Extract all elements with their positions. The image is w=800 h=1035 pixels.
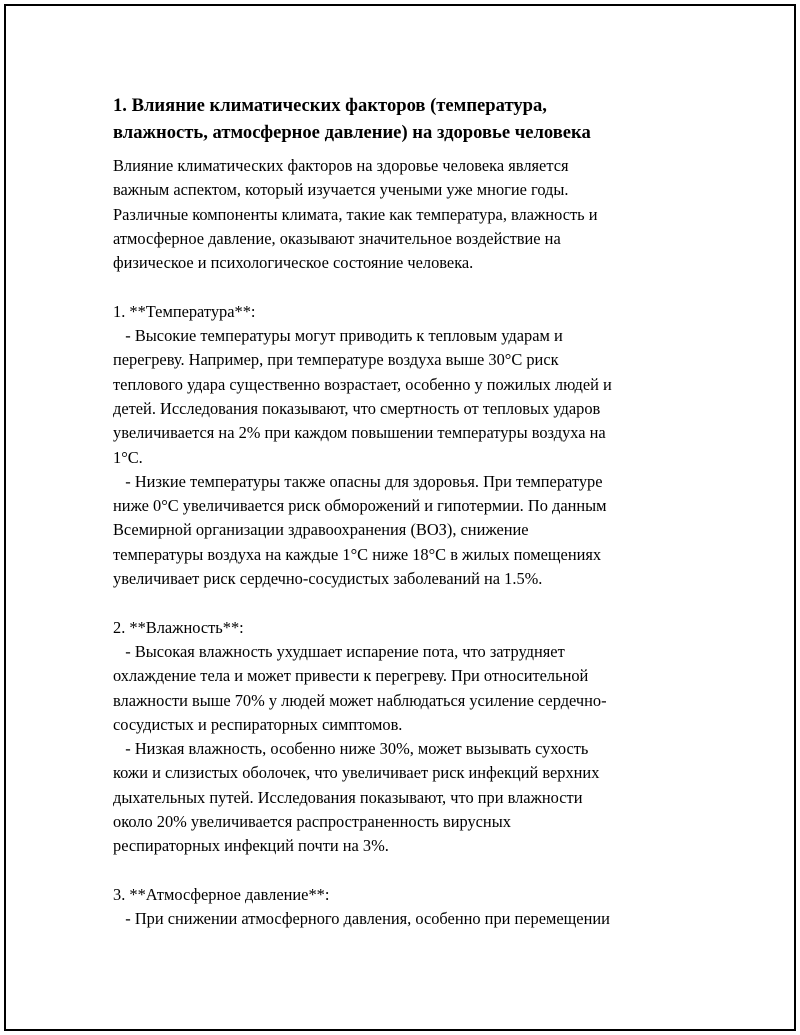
intro-paragraph xyxy=(113,154,691,275)
text-line: теплового удара существенно возрастает, особенно у пожилых людей и xyxy=(113,374,612,394)
section-heading: 2. **Влажность**: xyxy=(113,617,244,637)
text-line: - При снижении атмосферного давления, особенно при перемещении xyxy=(113,909,610,929)
section-heading: 1. **Температура**: xyxy=(113,301,256,321)
section-temperature xyxy=(113,300,691,592)
section-pressure xyxy=(113,883,691,932)
text-line: - Высокая влажность ухудшает испарение пота, что затрудняет xyxy=(113,641,565,661)
text-line: охлаждение тела и может привести к перегреву. При относительной xyxy=(113,666,589,686)
text-line: Различные компоненты климата, такие как температура, влажность и xyxy=(113,204,598,224)
text-line: сосудистых и респираторных симптомов. xyxy=(113,714,403,734)
text-line: 1°C. xyxy=(113,447,143,467)
text-line: перегреву. Например, при температуре воздуха выше 30°C риск xyxy=(113,350,559,370)
paragraph-gap xyxy=(113,591,691,615)
document-title: 1. Влияние климатических факторов (температура, влажность, атмосферное давление) на здоровье человека xyxy=(113,95,591,143)
text-line: ниже 0°C увеличивается риск обморожений и гипотермии. По данным xyxy=(113,496,607,516)
text-line: влажности выше 70% у людей может наблюдаться усиление сердечно- xyxy=(113,690,607,710)
text-line: важным аспектом, который изучается учеными уже многие годы. xyxy=(113,180,569,200)
paragraph-gap xyxy=(113,859,691,883)
text-line: респираторных инфекций почти на 3%. xyxy=(113,836,389,856)
text-line: - Низкая влажность, особенно ниже 30%, может вызывать сухость xyxy=(113,739,589,759)
text-line: - Высокие температуры могут приводить к тепловым ударам и xyxy=(113,326,563,346)
text-line: увеличивается на 2% при каждом повышении температуры воздуха на xyxy=(113,423,606,443)
text-line: детей. Исследования показывают, что смертность от тепловых ударов xyxy=(113,398,601,418)
text-line: дыхательных путей. Исследования показывают, что при влажности xyxy=(113,787,583,807)
text-line: Всемирной организации здравоохранения (ВОЗ), снижение xyxy=(113,520,529,540)
text-line: Влияние климатических факторов на здоровье человека является xyxy=(113,156,569,175)
paragraph-gap xyxy=(113,275,691,299)
text-line: кожи и слизистых оболочек, что увеличивает риск инфекций верхних xyxy=(113,763,600,783)
text-line: физическое и психологическое состояние человека. xyxy=(113,253,474,273)
text-line: около 20% увеличивается распространенность вирусных xyxy=(113,812,511,832)
section-humidity xyxy=(113,616,691,859)
text-line: атмосферное давление, оказывают значительное воздействие на xyxy=(113,228,561,248)
text-line: увеличивает риск сердечно-сосудистых заболеваний на 1.5%. xyxy=(113,569,543,589)
document-content xyxy=(113,92,691,932)
text-line: температуры воздуха на каждые 1°C ниже 18°C в жилых помещениях xyxy=(113,544,602,564)
section-heading: 3. **Атмосферное давление**: xyxy=(113,884,330,904)
text-line: - Низкие температуры также опасны для здоровья. При температуре xyxy=(113,471,603,491)
